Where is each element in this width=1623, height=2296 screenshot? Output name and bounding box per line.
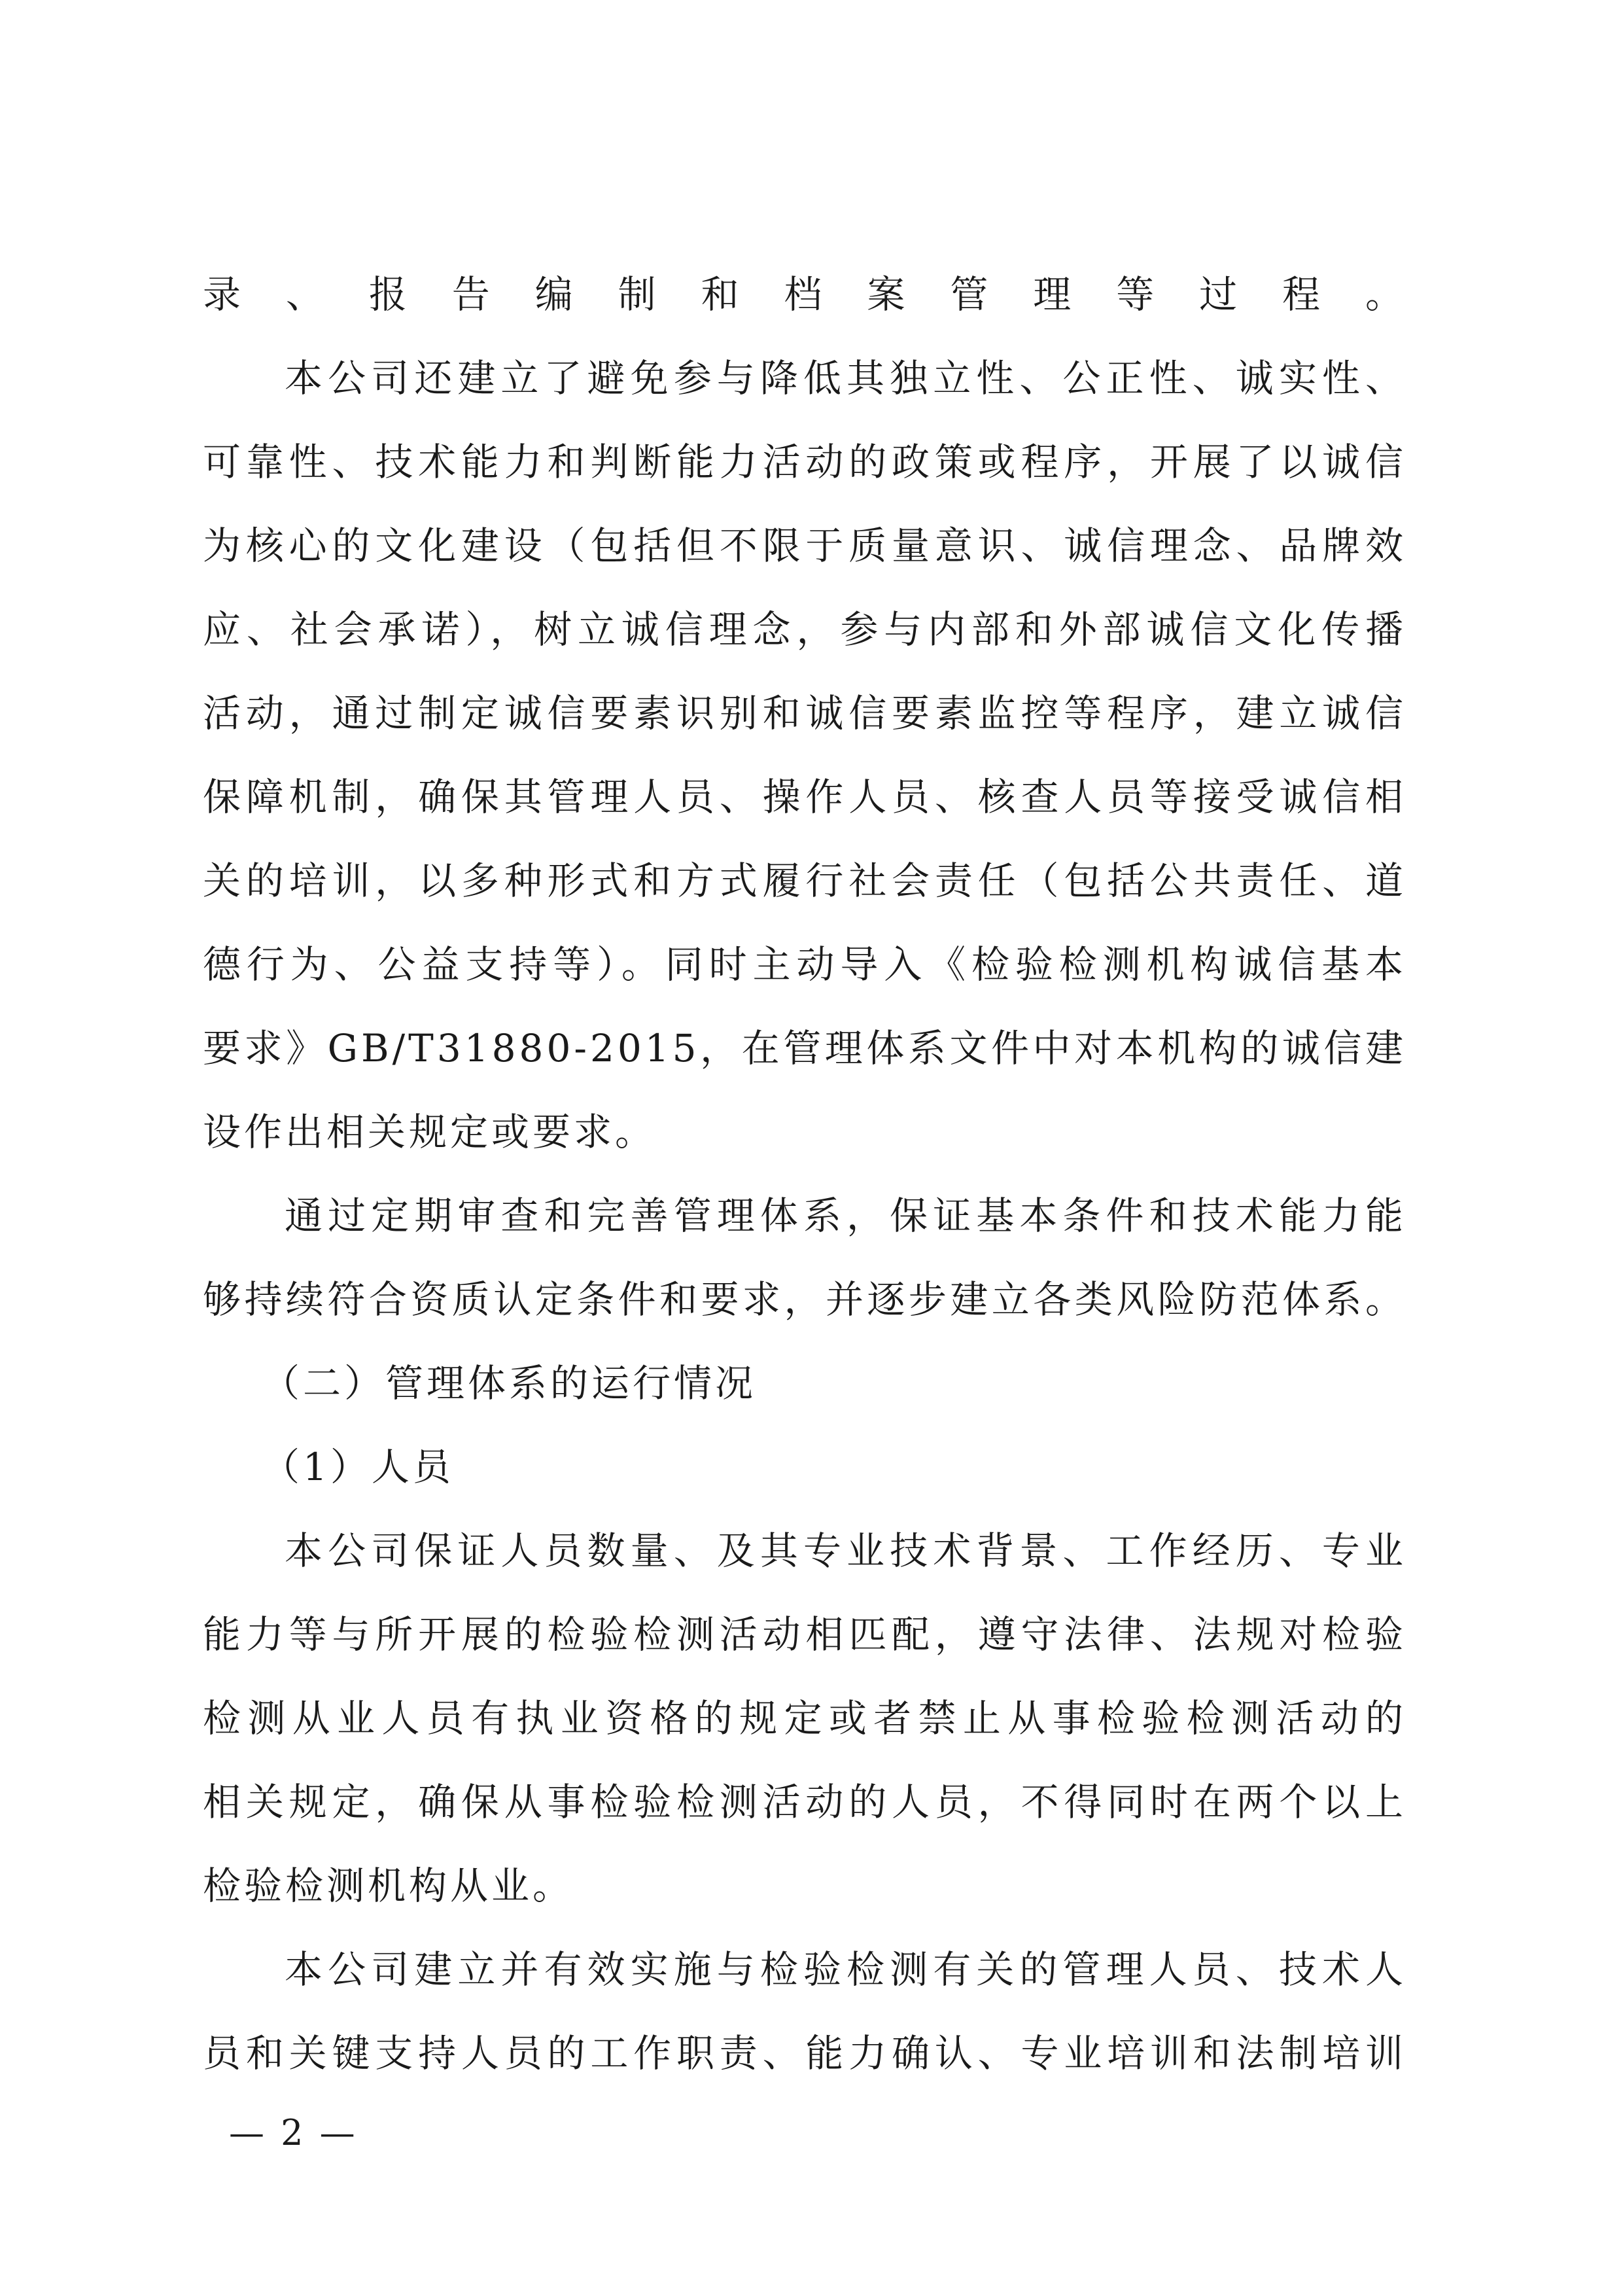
text-line: 够持续符合资质认定条件和要求，并逐步建立各类风险防范体系。 [203, 1277, 1406, 1322]
text-line: 保障机制，确保其管理人员、操作人员、核查人员等接受诚信相 [203, 775, 1406, 819]
text-line: 检测从业人员有执业资格的规定或者禁止从事检验检测活动的 [203, 1696, 1406, 1740]
text-line: 应、社会承诺），树立诚信理念，参与内部和外部诚信文化传播 [203, 607, 1406, 652]
page-number: — 2 — [229, 2112, 358, 2153]
text-line: 关的培训，以多种形式和方式履行社会责任（包括公共责任、道 [203, 858, 1406, 903]
text-line: 本公司还建立了避免参与降低其独立性、公正性、诚实性、 [285, 356, 1406, 400]
text-line: 能力等与所开展的检验检测活动相匹配，遵守法律、法规对检验 [203, 1612, 1406, 1657]
section-heading: （二）管理体系的运行情况 [262, 1361, 757, 1405]
text-line: 可靠性、技术能力和判断能力活动的政策或程序，开展了以诚信 [203, 440, 1406, 484]
text-line: 活动，通过制定诚信要素识别和诚信要素监控等程序，建立诚信 [203, 691, 1406, 735]
text-line: 设作出相关规定或要求。 [203, 1110, 657, 1154]
text-line: 员和关键支持人员的工作职责、能力确认、专业培训和法制培训 [203, 2031, 1406, 2075]
text-line: 要求》GB/T31880-2015，在管理体系文件中对本机构的诚信建 [203, 1026, 1406, 1070]
text-line: 检验检测机构从业。 [203, 1863, 574, 1908]
text-line: 本公司保证人员数量、及其专业技术背景、工作经历、专业 [285, 1528, 1406, 1573]
text-line: 德行为、公益支持等）。同时主动导入《检验检测机构诚信基本 [203, 942, 1406, 987]
text-line: 本公司建立并有效实施与检验检测有关的管理人员、技术人 [285, 1947, 1406, 1992]
text-line: 相关规定，确保从事检验检测活动的人员，不得同时在两个以上 [203, 1780, 1406, 1824]
text-line: 通过定期审查和完善管理体系，保证基本条件和技术能力能 [285, 1193, 1406, 1238]
text-line: 为核心的文化建设（包括但不限于质量意识、诚信理念、品牌效 [203, 523, 1406, 568]
text-line: 录、报告编制和档案管理等过程。 [203, 272, 1406, 317]
subsection-heading: （1）人员 [262, 1445, 454, 1489]
